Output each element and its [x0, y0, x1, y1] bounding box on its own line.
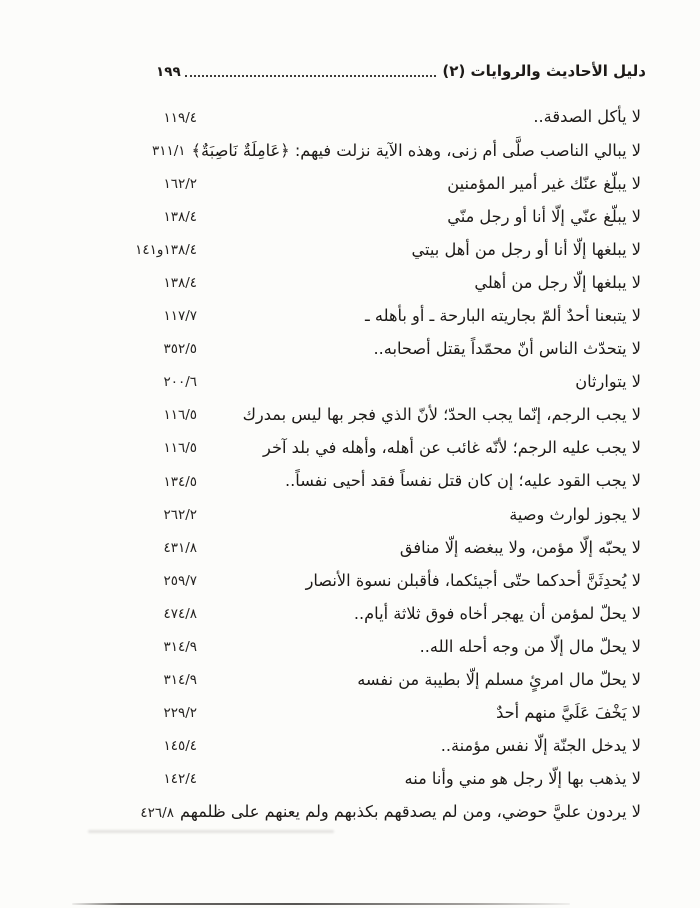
scan-edge-line-artifact	[72, 903, 570, 905]
entry-page-ref: ٢٥٩/٧	[163, 572, 197, 589]
index-entry-row	[104, 564, 641, 597]
page-number: ١٩٩	[156, 63, 181, 80]
entry-page-ref: ١٣٨/٤	[163, 208, 197, 225]
entry-text: لا يحلّ مال إلّا من وجه أحله الله..	[419, 636, 641, 656]
entry-text: لا يدخل الجنّة إلّا نفس مؤمنة..	[440, 736, 641, 756]
entry-text: لا يجوز لوارث وصية	[509, 504, 641, 524]
entry-page-ref: ٤٧٤/٨	[163, 605, 197, 622]
entry-text: لا يتحدّث الناس أنّ محمّداً يقتل أصحابه..	[373, 339, 641, 359]
entry-page-ref: ٣١٤/٩	[163, 639, 197, 656]
index-entry-row	[104, 333, 641, 366]
index-entry-row	[104, 432, 641, 465]
entry-page-ref: ٢٢٩/٢	[163, 705, 197, 722]
entry-text: لا يُحدِثَنَّ أحدكما حتّى أجيئكما، فأقبلن نسوة الأنصار	[305, 570, 641, 590]
index-entry-row	[104, 399, 641, 432]
index-entry-row	[104, 631, 641, 664]
entry-text: لا يبلغها إلّا رجل من أهلي	[474, 272, 641, 292]
entry-page-ref: ٣١٤/٩	[163, 672, 197, 689]
entry-text: لا يحلّ مال امرئٍ مسلم إلّا بطيبة من نفسه	[357, 670, 641, 690]
index-entry-row	[104, 233, 641, 266]
index-entry-row	[104, 664, 641, 697]
index-entry-row	[104, 597, 641, 630]
entry-page-ref: ١٣٨/٤و١٤١	[135, 241, 197, 258]
scan-smudge-artifact	[88, 830, 334, 833]
entry-text: لا يبلّغ عنّك غير أمير المؤمنين	[447, 173, 641, 193]
entry-text: لا يحلّ لمؤمن أن يهجر أخاه فوق ثلاثة أيام..	[353, 603, 641, 623]
entry-text: لا يبلّغ عنّي إلّا أنا أو رجل منّي	[447, 206, 641, 226]
index-entry-row	[104, 531, 641, 564]
index-entry-row	[104, 796, 641, 829]
entry-page-ref: ٣١١/١	[151, 142, 186, 159]
entry-page-ref: ١٦٢/٢	[163, 175, 197, 192]
entry-page-ref: ٤٢٦/٨	[140, 804, 174, 821]
index-entry-row	[104, 134, 641, 167]
entry-text: لا يجب الرجم، إنّما يجب الحدّ؛ لأنّ الذي فجر بها ليس بمدرك	[242, 405, 641, 425]
entry-text: لا يبالي الناصب صلَّى أم زنى، وهذه الآية نزلت فيهم: ﴿عَامِلَةٌ نَاصِبَةٌ﴾	[191, 140, 641, 160]
entry-text: لا يجب عليه الرجم؛ لأنّه غائب عن أهله، وأهله في بلد آخر	[263, 438, 641, 458]
index-entry-row	[104, 200, 641, 233]
entry-page-ref: ١١٩/٤	[163, 109, 197, 126]
entry-page-ref: ١١٧/٧	[163, 308, 197, 325]
entry-page-ref: ٤٣١/٨	[163, 539, 197, 556]
page-header	[156, 56, 646, 82]
entry-text: لا يذهب بها إلّا رجل هو مني وأنا منه	[404, 769, 641, 789]
entry-text: لا يجب القود عليه؛ إن كان قتل نفساً فقد أحيى نفساً..	[285, 471, 641, 491]
index-entry-row	[104, 366, 641, 399]
dot-leader	[185, 75, 437, 77]
entry-text: لا يحبّه إلّا مؤمن، ولا يبغضه إلّا منافق	[399, 537, 641, 557]
entry-text: لا يتبعنا أحدٌ ألمّ بجاريته البارحة ـ أو بأهله ـ	[365, 305, 641, 325]
entry-page-ref: ١١٦/٥	[163, 440, 197, 457]
entry-page-ref: ٢٠٠/٦	[163, 374, 197, 391]
index-entry-row	[104, 465, 641, 498]
running-title: دليل الأحاديث والروايات (٢)	[442, 62, 646, 80]
index-entry-row	[104, 730, 641, 763]
entry-text: لا يردون عليَّ حوضي، ومن لم يصدقهم بكذبهم ولم يعنهم على ظلمهم	[179, 802, 641, 822]
entry-page-ref: ٣٥٢/٥	[163, 341, 197, 358]
index-entry-row	[104, 300, 641, 333]
index-entry-row	[104, 167, 641, 200]
index-entry-row	[104, 697, 641, 730]
index-entry-row	[104, 498, 641, 531]
entry-text: لا يَخْفَ عَلَيَّ منهم أحدٌ	[496, 703, 641, 723]
entry-page-ref: ١٣٤/٥	[163, 473, 197, 490]
entry-page-ref: ١٣٨/٤	[163, 275, 197, 292]
index-entry-row	[104, 101, 641, 134]
entry-page-ref: ١٤٢/٤	[163, 771, 197, 788]
index-entry-row	[104, 763, 641, 796]
entry-text: لا يتوارثان	[575, 372, 641, 392]
entry-page-ref: ١٤٥/٤	[163, 738, 197, 755]
entry-text: لا يأكل الصدقة..	[533, 107, 641, 127]
index-entry-row	[104, 266, 641, 299]
entries-list	[104, 101, 641, 829]
entry-page-ref: ٢٦٢/٢	[163, 506, 197, 523]
entry-text: لا يبلغها إلّا أنا أو رجل من أهل بيتي	[411, 239, 641, 259]
entry-page-ref: ١١٦/٥	[163, 407, 197, 424]
